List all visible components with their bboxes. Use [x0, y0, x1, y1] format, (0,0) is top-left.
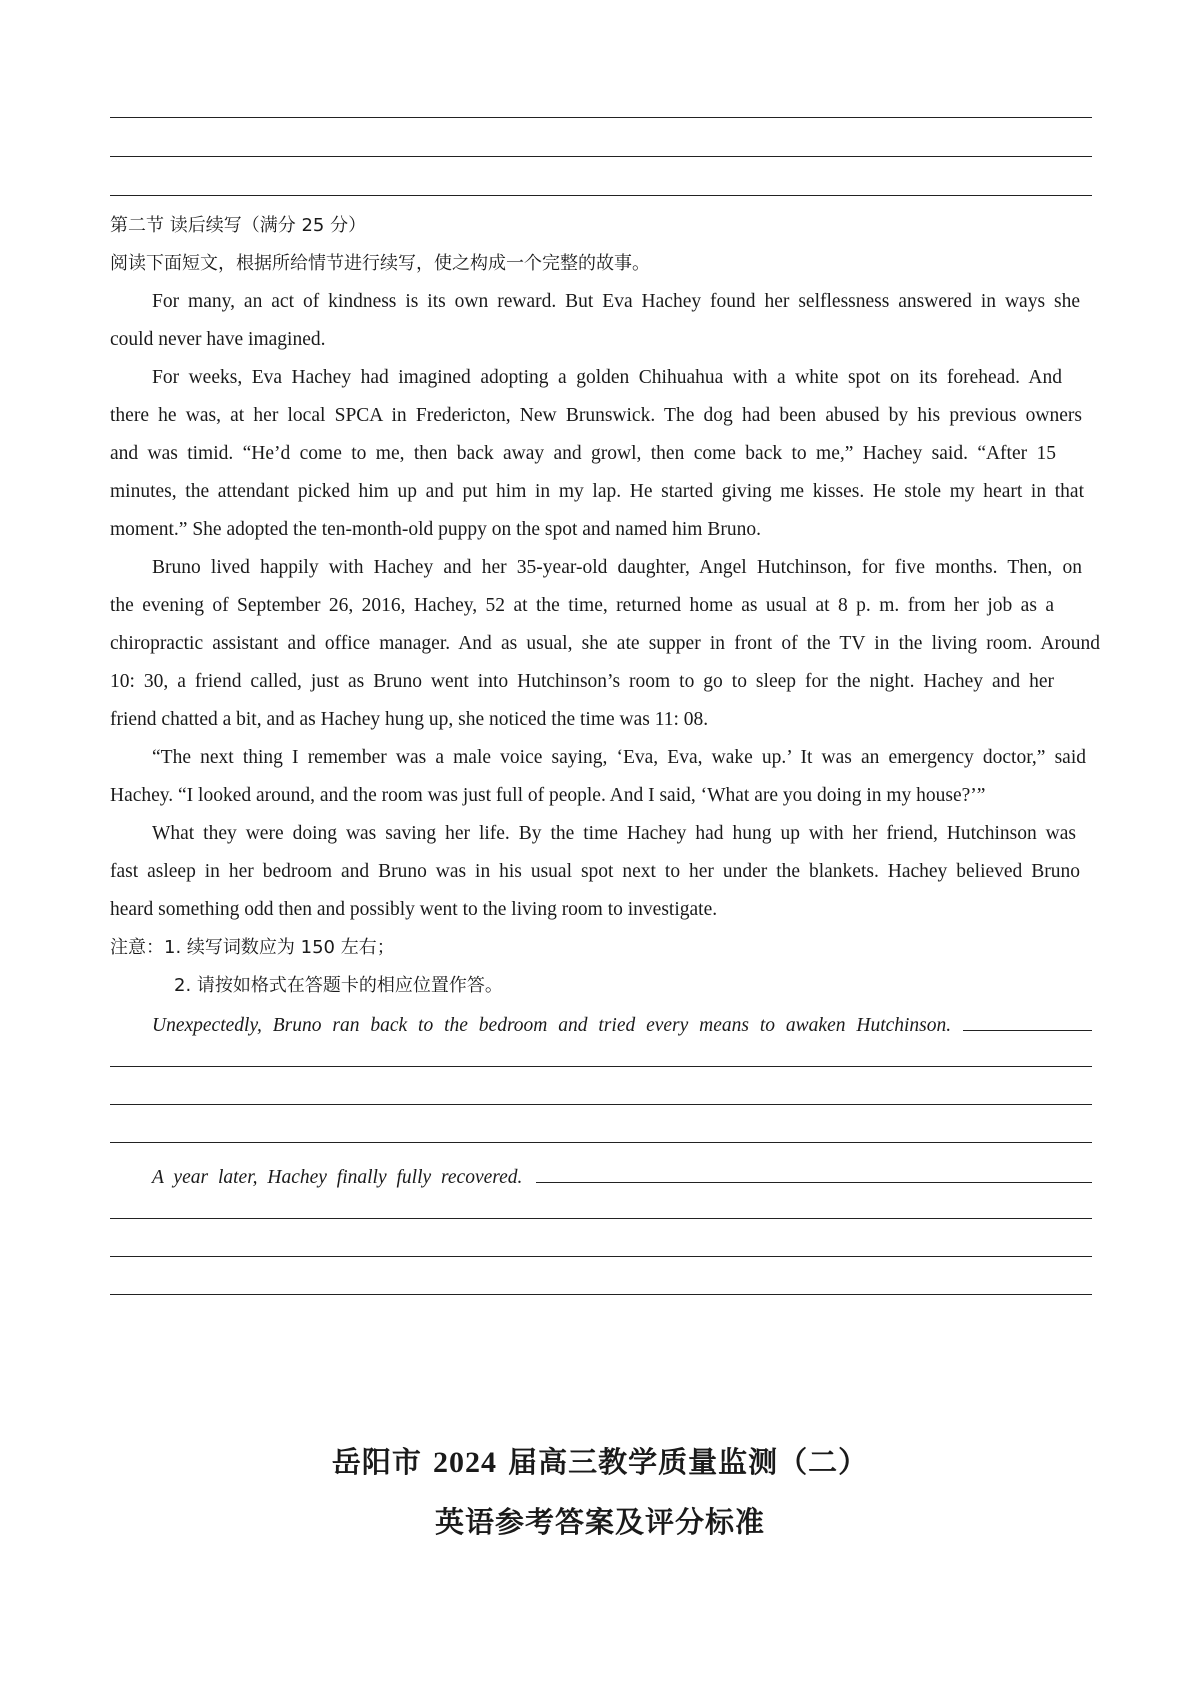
passage-line: minutes, the attendant picked him up and put him in my lap. He started giving me kisses. He stole my heart in that	[110, 481, 1084, 502]
answer-line[interactable]	[110, 1294, 1092, 1295]
answer-line	[110, 156, 1092, 157]
title-year: 2024	[433, 1446, 497, 1479]
passage-line: 10: 30, a friend called, just as Bruno went into Hutchinson’s room to go to sleep for the night. Hachey and her	[110, 671, 1054, 692]
passage-line: chiropractic assistant and office manager. And as usual, she ate supper in front of the TV in the living room. Around	[110, 633, 1100, 654]
answer-key-title	[0, 1440, 1200, 1481]
notes-item-1	[110, 936, 1100, 960]
section-heading: 第二节 读后续写（满分 25 分）	[110, 215, 367, 236]
answer-line[interactable]	[110, 1218, 1092, 1219]
passage-line: For weeks, Eva Hachey had imagined adopting a golden Chihuahua with a white spot on its forehead. And	[152, 367, 1062, 388]
answer-line[interactable]	[110, 1104, 1092, 1105]
passage-line: there he was, at her local SPCA in Fredericton, New Brunswick. The dog had been abused by his previous owners	[110, 405, 1082, 426]
title-exam: 届高三教学质量监测（二）	[508, 1445, 869, 1479]
answer-line[interactable]	[110, 1066, 1092, 1067]
notes-text: 1. 续写词数应为 150 左右；	[164, 937, 395, 958]
answer-line[interactable]	[110, 1256, 1092, 1257]
passage-line: friend chatted a bit, and as Hachey hung up, she noticed the time was 11: 08.	[110, 709, 709, 730]
prompt-text: Unexpectedly, Bruno ran back to the bedroom and tried every means to awaken Hutchinson.	[152, 1015, 952, 1036]
notes-label: 注意：	[110, 937, 164, 958]
answer-blank[interactable]	[963, 1012, 1092, 1031]
passage-line: “The next thing I remember was a male voice saying, ‘Eva, Eva, wake up.’ It was an emergency doctor,” said	[152, 747, 1086, 768]
prompt-text: A year later, Hachey finally fully recovered.	[152, 1167, 523, 1188]
passage-line: For many, an act of kindness is its own reward. But Eva Hachey found her selflessness answered in ways she	[152, 291, 1080, 312]
passage-line: moment.” She adopted the ten-month-old puppy on the spot and named him Bruno.	[110, 519, 761, 540]
answer-blank[interactable]	[536, 1164, 1092, 1183]
answer-line	[110, 117, 1092, 118]
passage-line: the evening of September 26, 2016, Hachey, 52 at the time, returned home as usual at 8 p. m. from her job as a	[110, 595, 1054, 616]
passage-line: and was timid. “He’d come to me, then back away and growl, then come back to me,” Hachey said. “After 15	[110, 443, 1056, 464]
answer-line[interactable]	[110, 1142, 1092, 1143]
continuation-prompt-1	[152, 1012, 1092, 1038]
passage-line: Hachey. “I looked around, and the room was just full of people. And I said, ‘What are you doing in my house?’”	[110, 785, 986, 806]
section-instruction: 阅读下面短文，根据所给情节进行续写，使之构成一个完整的故事。	[110, 253, 650, 274]
passage-line: Bruno lived happily with Hachey and her 35-year-old daughter, Angel Hutchinson, for five months. Then, on	[152, 557, 1082, 578]
continuation-prompt-2	[152, 1164, 1092, 1190]
passage-line: heard something odd then and possibly went to the living room to investigate.	[110, 899, 718, 920]
passage-line: fast asleep in her bedroom and Bruno was in his usual spot next to her under the blankets. Hachey believed Bruno	[110, 861, 1080, 882]
passage-line: could never have imagined.	[110, 329, 326, 350]
title-city: 岳阳市	[331, 1445, 422, 1479]
answer-key-subtitle: 英语参考答案及评分标准	[434, 1505, 765, 1539]
passage-line: What they were doing was saving her life. By the time Hachey had hung up with her friend, Hutchinson was	[152, 823, 1076, 844]
notes-item-2: 2. 请按如格式在答题卡的相应位置作答。	[174, 975, 503, 996]
answer-line	[110, 195, 1092, 196]
